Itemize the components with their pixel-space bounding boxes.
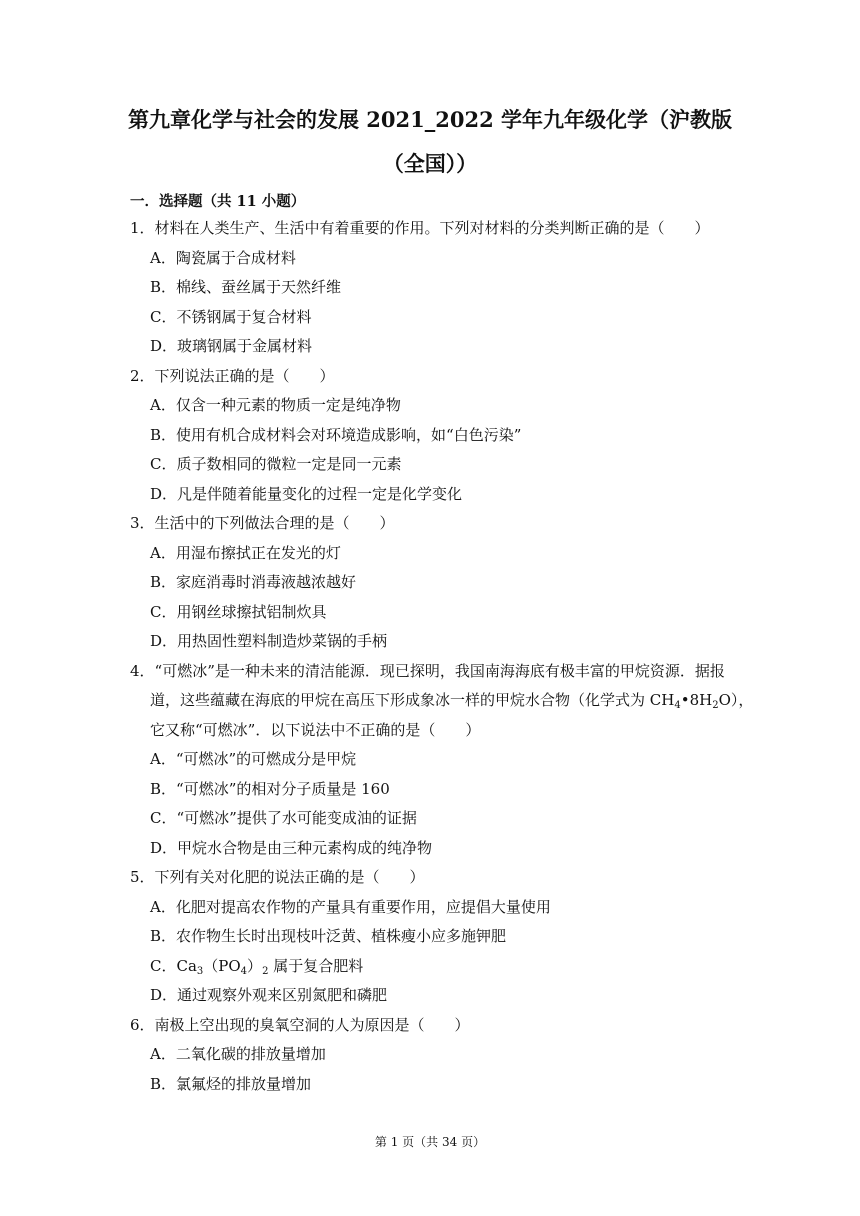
question-5-stem: 5．下列有关对化肥的说法正确的是（ ） bbox=[130, 868, 425, 886]
question-4-option-b: B．“可燃冰”的相对分子质量是 160 bbox=[150, 780, 390, 798]
question-4-option-a: A．“可燃冰”的可燃成分是甲烷 bbox=[150, 750, 357, 768]
question-3-option-a: A．用湿布擦拭正在发光的灯 bbox=[150, 544, 341, 562]
question-4-stem-text: 道，这些蕴藏在海底的甲烷在高压下形成象冰一样的甲烷水合物（化学式为 CH bbox=[150, 691, 675, 709]
question-5-option-c bbox=[150, 956, 363, 982]
question-3-option-c: C．用钢丝球擦拭铝制炊具 bbox=[150, 603, 327, 621]
question-4-stem-line-3: 它又称“可燃冰”．以下说法中不正确的是（ ） bbox=[150, 721, 481, 739]
question-3-option-b: B．家庭消毒时消毒液越浓越好 bbox=[150, 573, 357, 591]
question-2-option-d: D．凡是伴随着能量变化的过程一定是化学变化 bbox=[150, 485, 463, 503]
formula-part: （PO bbox=[203, 957, 241, 975]
question-2-stem: 2．下列说法正确的是（ ） bbox=[130, 367, 335, 385]
question-1-option-c: C．不锈钢属于复合材料 bbox=[150, 308, 312, 326]
document-title-line-1: 第九章化学与社会的发展 2021_2022 学年九年级化学（沪教版 bbox=[127, 107, 732, 132]
document-title-line-2: （全国）） bbox=[382, 151, 478, 176]
question-2-option-b: B．使用有机合成材料会对环境造成影响，如“白色污染” bbox=[150, 426, 522, 444]
formula-part: ） bbox=[247, 957, 263, 975]
subscript: 4 bbox=[240, 966, 248, 977]
formula-part: •8H bbox=[680, 691, 713, 709]
formula-part: O）， bbox=[718, 691, 754, 709]
subscript: 4 bbox=[674, 700, 681, 711]
question-4-stem-line-2 bbox=[150, 690, 753, 716]
question-5-option-b: B．农作物生长时出现枝叶泛黄、植株瘦小应多施钾肥 bbox=[150, 927, 507, 945]
question-4-stem-line-1: 4．“可燃冰”是一种未来的清洁能源．现已探明，我国南海海底有极丰富的甲烷资源．据报 bbox=[130, 662, 725, 680]
question-6-option-a: A．二氧化碳的排放量增加 bbox=[150, 1045, 326, 1063]
question-1-stem: 1．材料在人类生产、生活中有着重要的作用。下列对材料的分类判断正确的是（ ） bbox=[130, 219, 710, 237]
question-1-option-a: A．陶瓷属于合成材料 bbox=[150, 249, 296, 267]
question-4-option-d: D．甲烷水合物是由三种元素构成的纯净物 bbox=[150, 839, 433, 857]
question-3-option-d: D．用热固性塑料制造炒菜锅的手柄 bbox=[150, 632, 388, 650]
subscript: 2 bbox=[262, 966, 269, 977]
question-4-option-c: C．“可燃冰”提供了水可能变成油的证据 bbox=[150, 809, 417, 827]
option-text: 属于复合肥料 bbox=[268, 957, 364, 975]
formula-part: C．Ca bbox=[150, 957, 197, 975]
question-1-option-d: D．玻璃钢属于金属材料 bbox=[150, 337, 313, 355]
question-3-stem: 3．生活中的下列做法合理的是（ ） bbox=[130, 514, 395, 532]
page-footer: 第 1 页（共 34 页） bbox=[374, 1135, 486, 1149]
question-6-option-b: B．氯氟烃的排放量增加 bbox=[150, 1075, 312, 1093]
question-5-option-d: D．通过观察外观来区别氮肥和磷肥 bbox=[150, 986, 388, 1004]
question-2-option-c: C．质子数相同的微粒一定是同一元素 bbox=[150, 455, 402, 473]
subscript: 2 bbox=[712, 700, 719, 711]
question-6-stem: 6．南极上空出现的臭氧空洞的人为原因是（ ） bbox=[130, 1016, 470, 1034]
section-heading: 一．选择题（共 11 小题） bbox=[130, 193, 306, 210]
subscript: 3 bbox=[196, 966, 204, 977]
question-1-option-b: B．棉线、蚕丝属于天然纤维 bbox=[150, 278, 342, 296]
question-2-option-a: A．仅含一种元素的物质一定是纯净物 bbox=[150, 396, 401, 414]
question-5-option-a: A．化肥对提高农作物的产量具有重要作用，应提倡大量使用 bbox=[150, 898, 551, 916]
